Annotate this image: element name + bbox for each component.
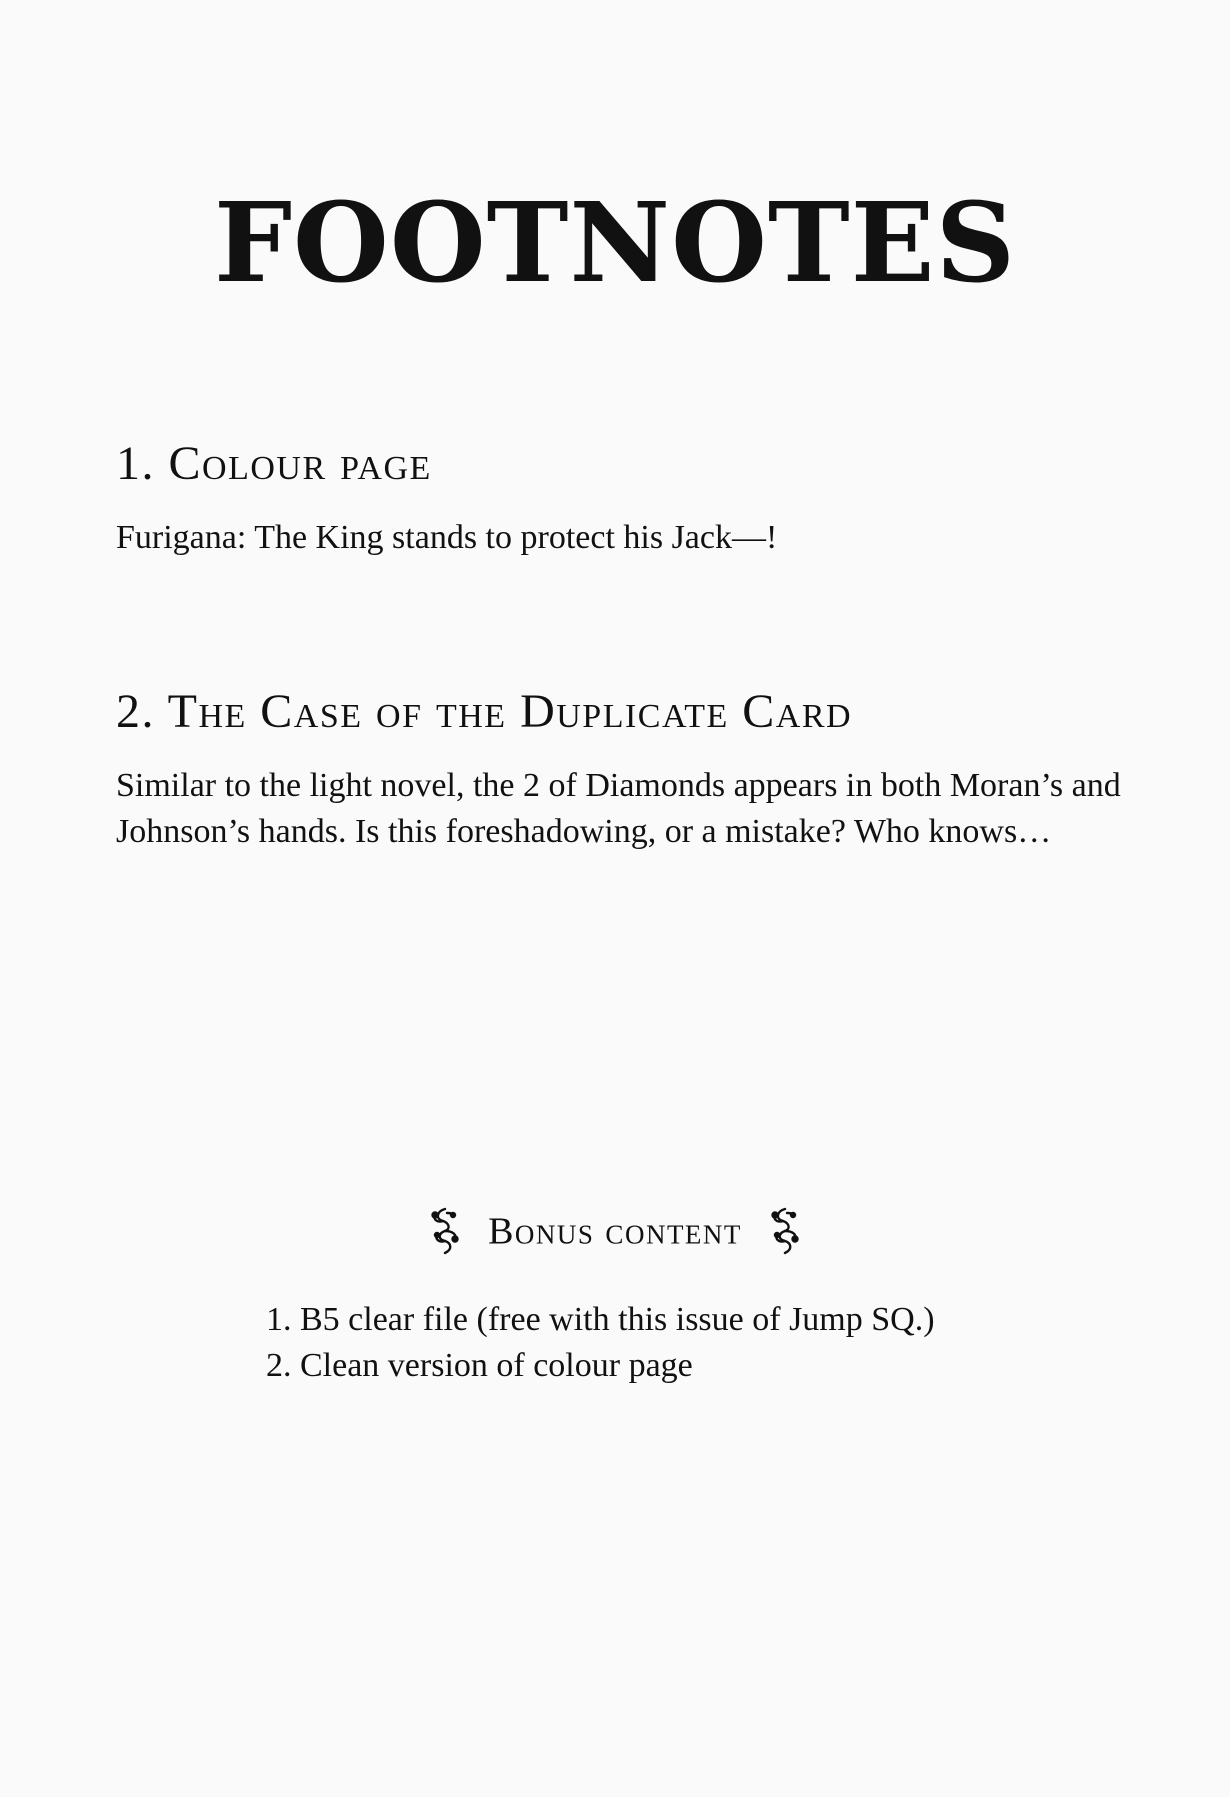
bonus-heading-label: Bonus content — [488, 1210, 742, 1253]
bonus-content-heading — [0, 1198, 1230, 1261]
page-title: FOOTNOTES — [213, 178, 1017, 307]
bonus-content-list — [266, 1297, 935, 1389]
footnote-heading-colour-page: 1. Colour page — [116, 437, 432, 490]
footnote-body-duplicate-card: Similar to the light novel, the 2 of Diamonds appears in both Moran’s and Johnson’s hands. Is this foreshadowing, or a mistake? Who knows… — [116, 767, 1121, 850]
fleuron-ornament-icon — [767, 1205, 803, 1257]
list-item: 2. Clean version of colour page — [266, 1347, 693, 1384]
footnote-body-colour-page: Furigana: The King stands to protect his Jack—! — [116, 519, 778, 556]
fleuron-ornament-icon — [427, 1205, 463, 1257]
footnote-heading-duplicate-card: 2. The Case of the Duplicate Card — [116, 685, 853, 738]
list-item: 1. B5 clear file (free with this issue of Jump SQ.) — [266, 1301, 935, 1338]
